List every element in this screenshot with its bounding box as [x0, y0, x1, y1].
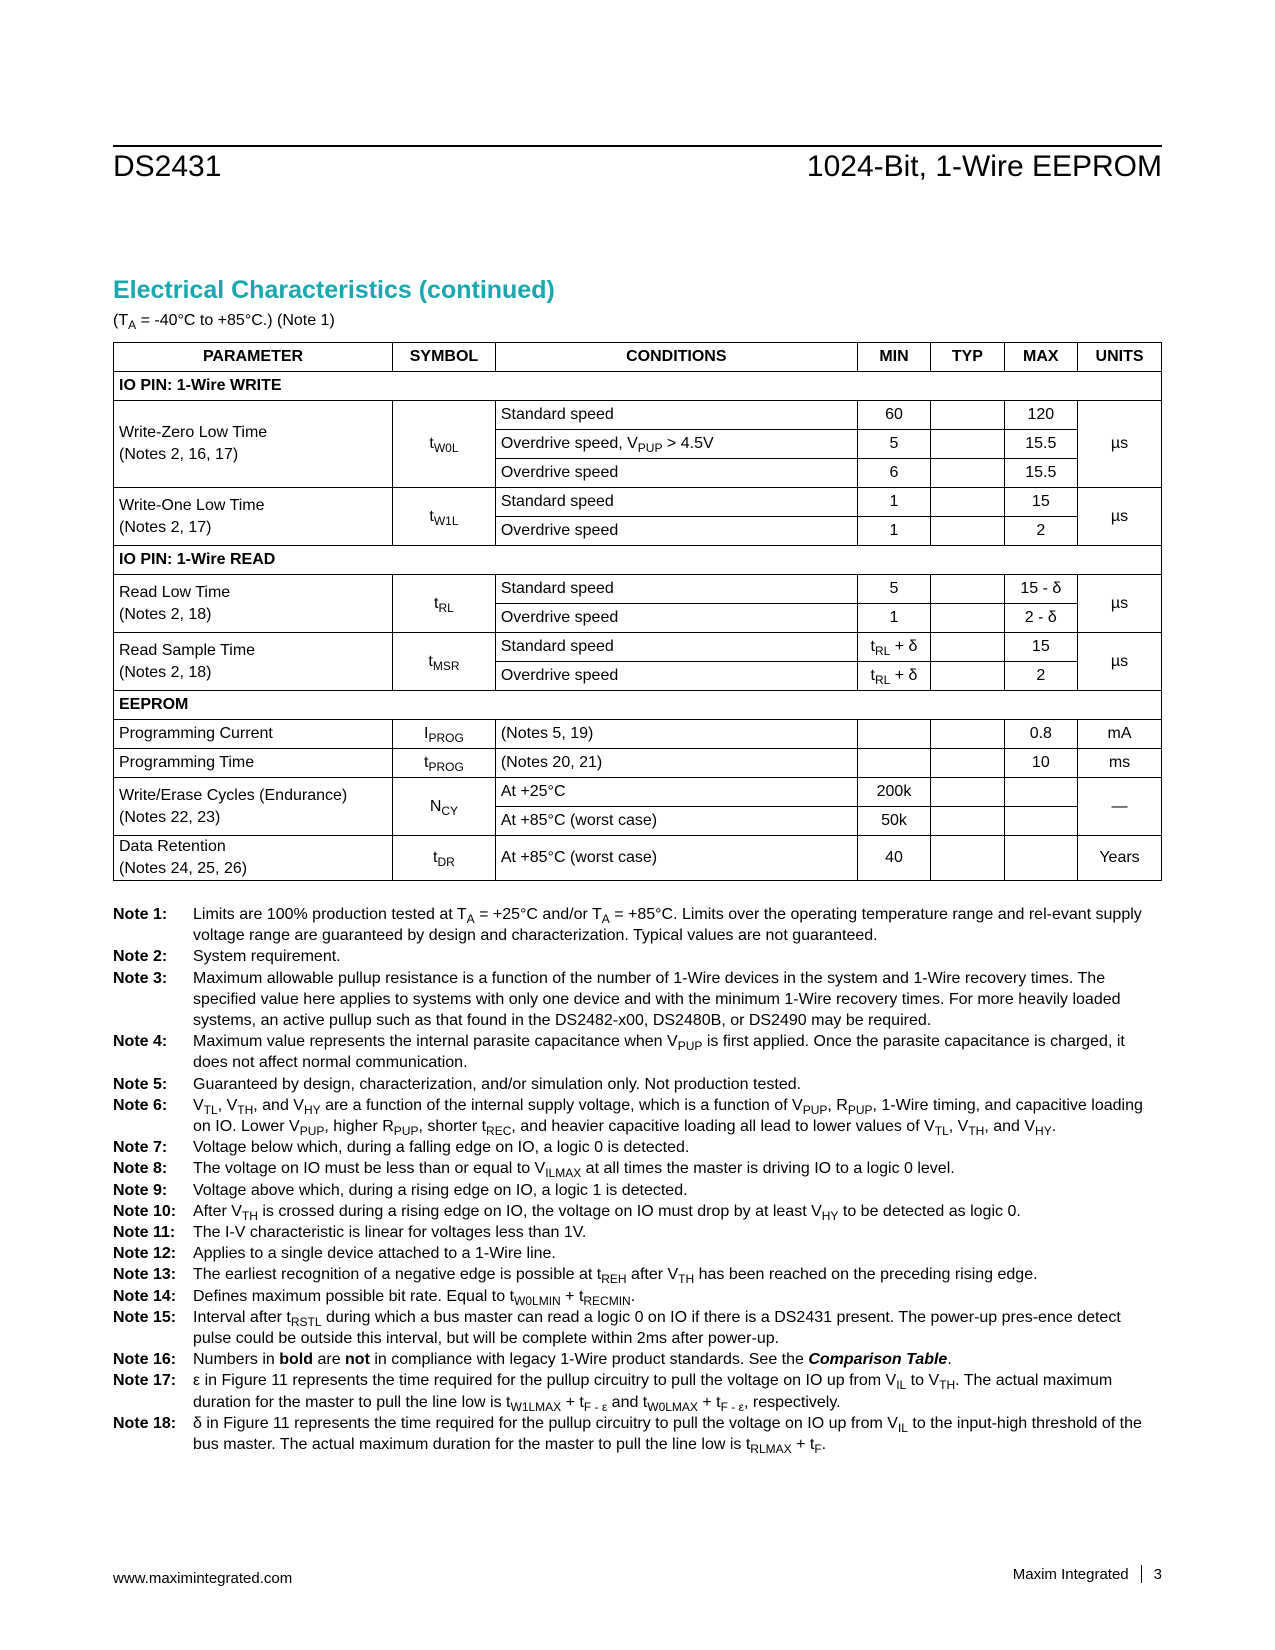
max-cell: [1004, 807, 1077, 836]
typ-cell: [931, 459, 1004, 488]
note-6: Note 6: $V_{TL}$, $V_{TH}$, and $V_{HY}$ are a function of the internal supply voltage, which is a function of $V_{PUP}$, $R_{PUP}$, 1-Wire timing, and capacitive loading on IO. Lower $V_{PUP}$, higher $R_{PUP}$, shorter $t_{REC}$, and heavier capacitive loading all lead to lower values of $V_{TL}$, $V_{TH}$, and $V_{HY}$.: [113, 1096, 1143, 1139]
max-cell: 120: [1004, 401, 1077, 430]
table-row: [114, 633, 1162, 662]
param-data-retention: Data Retention (Notes 24, 25, 26): [114, 836, 393, 881]
group-row-eeprom: EEPROM: [114, 691, 1162, 720]
units-cell: —: [1078, 778, 1162, 836]
typ-cell: [931, 720, 1004, 749]
condition-cell: Overdrive speed: [495, 459, 857, 488]
note-1: Note 1: Limits are 100% production tested at $T_A = +25^\circ C$ and/or $T_A = +85^\circ C$. Limits over the operating temperature range and rel-evant supply voltage range are guaranteed by design and characterization. Typical values are not guaranteed.: [113, 906, 1142, 945]
note-8: Note 8: The voltage on IO must be less than or equal to $V_{ILMAX}$ at all times the master is driving IO to a logic 0 level.: [113, 1160, 955, 1181]
max-cell: 2 - δ: [1004, 604, 1077, 633]
condition-cell: Standard speed: [495, 401, 857, 430]
min-cell: 5: [857, 575, 930, 604]
condition-cell: Overdrive speed: [495, 662, 857, 691]
max-cell: 2: [1004, 517, 1077, 546]
typ-cell: [931, 662, 1004, 691]
max-cell: [1004, 778, 1077, 807]
header-max: MAX: [1004, 343, 1077, 372]
min-cell: 1: [857, 517, 930, 546]
condition-cell: At +25°C: [495, 778, 857, 807]
symbol-cell: $t_{PROG}$: [393, 749, 496, 778]
symbol-cell: $t_{MSR}$: [393, 633, 496, 691]
part-number: DS2431: [113, 150, 222, 183]
units-cell: µs: [1078, 488, 1162, 546]
max-cell: 15: [1004, 488, 1077, 517]
note-4: Note 4: Maximum value represents the internal parasite capacitance when $V_{PUP}$ is first applied. Once the parasite capacitance is charged, it does not affect normal communication.: [113, 1033, 1125, 1072]
typ-cell: [931, 633, 1004, 662]
max-cell: 15.5: [1004, 459, 1077, 488]
symbol-cell: $t_{W0L}$: [393, 401, 496, 488]
footer-url[interactable]: www.maximintegrated.com: [113, 1570, 293, 1587]
header-conditions: CONDITIONS: [495, 343, 857, 372]
max-cell: 15.5: [1004, 430, 1077, 459]
note-9: Note 9: Voltage above which, during a rising edge on IO, a logic 1 is detected.: [113, 1181, 688, 1199]
min-cell: $t_{RL} + \delta$: [857, 662, 930, 691]
part-description: 1024-Bit, 1-Wire EEPROM: [806, 150, 1162, 183]
min-cell: 5: [857, 430, 930, 459]
max-cell: 10: [1004, 749, 1077, 778]
symbol-cell: $I_{PROG}$: [393, 720, 496, 749]
header-symbol: SYMBOL: [393, 343, 496, 372]
units-cell: Years: [1078, 836, 1162, 881]
table-header-row: [114, 343, 1162, 372]
max-cell: 15: [1004, 633, 1077, 662]
note-14: Note 14: Defines maximum possible bit rate. Equal to $t_{W0LMIN} + t_{RECMIN}$.: [113, 1287, 636, 1308]
condition-cell: Standard speed: [495, 575, 857, 604]
typ-cell: [931, 401, 1004, 430]
footer-company: [1013, 1565, 1162, 1583]
min-cell: 6: [857, 459, 930, 488]
param-endurance: Write/Erase Cycles (Endurance) (Notes 22, 23): [114, 778, 393, 836]
condition-cell: Standard speed: [495, 488, 857, 517]
table-row: [114, 401, 1162, 430]
min-cell: 60: [857, 401, 930, 430]
typ-cell: [931, 604, 1004, 633]
min-cell: 200k: [857, 778, 930, 807]
typ-cell: [931, 807, 1004, 836]
group-row-read: IO PIN: 1-Wire READ: [114, 546, 1162, 575]
min-cell: 40: [857, 836, 930, 881]
max-cell: 2: [1004, 662, 1077, 691]
note-7: Note 7: Voltage below which, during a falling edge on IO, a logic 0 is detected.: [113, 1139, 690, 1157]
section-title: Electrical Characteristics (continued): [113, 276, 555, 304]
condition-cell: At +85°C (worst case): [495, 807, 857, 836]
group-row-write: IO PIN: 1-Wire WRITE: [114, 372, 1162, 401]
typ-cell: [931, 430, 1004, 459]
table-row: [114, 778, 1162, 807]
note-11: Note 11: The I-V characteristic is linear for voltages less than 1V.: [113, 1224, 587, 1242]
min-cell: [857, 720, 930, 749]
param-programming-time: Programming Time: [114, 749, 393, 778]
note-3: Note 3: Maximum allowable pullup resistance is a function of the number of 1-Wire devices in the system and 1-Wire recovery times. The specified value here applies to systems with only one device and with the minimum 1-Wire recovery times. For more heavily loaded systems, an active pullup such as that found in the DS2482-x00, DS2480B, or DS2490 may be required.: [113, 969, 1121, 1030]
header-units: UNITS: [1078, 343, 1162, 372]
condition-cell: Overdrive speed: [495, 604, 857, 633]
note-16: Note 16: Numbers in bold are not in compliance with legacy 1-Wire product standards. See the Comparison Table.: [113, 1351, 952, 1369]
notes-list: [113, 904, 1162, 1455]
typ-cell: [931, 488, 1004, 517]
typ-cell: [931, 749, 1004, 778]
company-name: Maxim Integrated: [1012, 1565, 1129, 1583]
units-cell: µs: [1078, 401, 1162, 488]
note-15: Note 15: Interval after $t_{RSTL}$ during which a bus master can read a logic 0 on IO if there is a DS2431 present. The power-up pres-ence detect pulse could be outside this interval, but will be complete within 2ms after power-up.: [113, 1308, 1121, 1348]
condition-cell: At +85°C (worst case): [495, 836, 857, 881]
min-cell: 1: [857, 488, 930, 517]
min-cell: 1: [857, 604, 930, 633]
symbol-cell: $t_{RL}$: [393, 575, 496, 633]
min-cell: $t_{RL} + \delta$: [857, 633, 930, 662]
max-cell: 15 - δ: [1004, 575, 1077, 604]
condition-cell: Overdrive speed, $V_{PUP} > 4.5V$: [495, 430, 857, 459]
note-12: Note 12: Applies to a single device attached to a 1-Wire line.: [113, 1245, 556, 1263]
condition-cell: Standard speed: [495, 633, 857, 662]
typ-cell: [931, 575, 1004, 604]
note-5: Note 5: Guaranteed by design, characterization, and/or simulation only. Not production tested.: [113, 1075, 802, 1093]
note-13: Note 13: The earliest recognition of a negative edge is possible at $t_{REH}$ after $V_{TH}$ has been reached on the preceding rising edge.: [113, 1266, 1038, 1287]
note-2: Note 2: System requirement.: [113, 948, 341, 966]
table-row: [114, 575, 1162, 604]
symbol-cell: $t_{W1L}$: [393, 488, 496, 546]
param-read-sample: Read Sample Time (Notes 2, 18): [114, 633, 393, 691]
symbol-cell: $t_{DR}$: [393, 836, 496, 881]
param-programming-current: Programming Current: [114, 720, 393, 749]
symbol-cell: $N_{CY}$: [393, 778, 496, 836]
units-cell: µs: [1078, 575, 1162, 633]
max-cell: 0.8: [1004, 720, 1077, 749]
table-row: [114, 488, 1162, 517]
typ-cell: [931, 778, 1004, 807]
footer-divider: [1141, 1565, 1142, 1583]
note-10: Note 10: After $V_{TH}$ is crossed during a rising edge on IO, the voltage on IO must drop by at least $V_{HY}$ to be detected as logic 0.: [113, 1202, 1021, 1223]
condition-cell: (Notes 20, 21): [495, 749, 857, 778]
electrical-characteristics-table: [113, 342, 1162, 881]
typ-cell: [931, 836, 1004, 881]
param-write-zero: Write-Zero Low Time (Notes 2, 16, 17): [114, 401, 393, 488]
header-min: MIN: [857, 343, 930, 372]
note-17: Note 17: ε in Figure 11 represents the time required for the pullup circuitry to pull the voltage on IO up from $V_{IL}$ to $V_{TH}$. The actual maximum duration for the master to pull the line low is $t_{W1LMAX} + t_{F - \varepsilon}$ and $t_{W0LMAX} + t_{F - \varepsilon}$, respectively.: [113, 1372, 1113, 1414]
units-cell: mA: [1078, 720, 1162, 749]
table-row: [114, 749, 1162, 778]
page-number: 3: [1153, 1565, 1162, 1583]
min-cell: 50k: [857, 807, 930, 836]
max-cell: [1004, 836, 1077, 881]
min-cell: [857, 749, 930, 778]
param-read-low: Read Low Time (Notes 2, 18): [114, 575, 393, 633]
param-write-one: Write-One Low Time (Notes 2, 17): [114, 488, 393, 546]
condition-cell: (Notes 5, 19): [495, 720, 857, 749]
test-conditions: ($T_A = -40^\circ C$ to +85°C.) (Note 1): [113, 312, 335, 332]
typ-cell: [931, 517, 1004, 546]
header-rule: [113, 145, 1162, 147]
table-row: [114, 720, 1162, 749]
header-parameter: PARAMETER: [114, 343, 393, 372]
units-cell: µs: [1078, 633, 1162, 691]
condition-cell: Overdrive speed: [495, 517, 857, 546]
units-cell: ms: [1078, 749, 1162, 778]
header-typ: TYP: [931, 343, 1004, 372]
note-18: Note 18: δ in Figure 11 represents the time required for the pullup circuitry to pull the voltage on IO up from $V_{IL}$ to the input-high threshold of the bus master. The actual maximum duration for the master to pull the line low is $t_{RLMAX} + t_F$.: [113, 1414, 1142, 1457]
table-row: [114, 836, 1162, 881]
